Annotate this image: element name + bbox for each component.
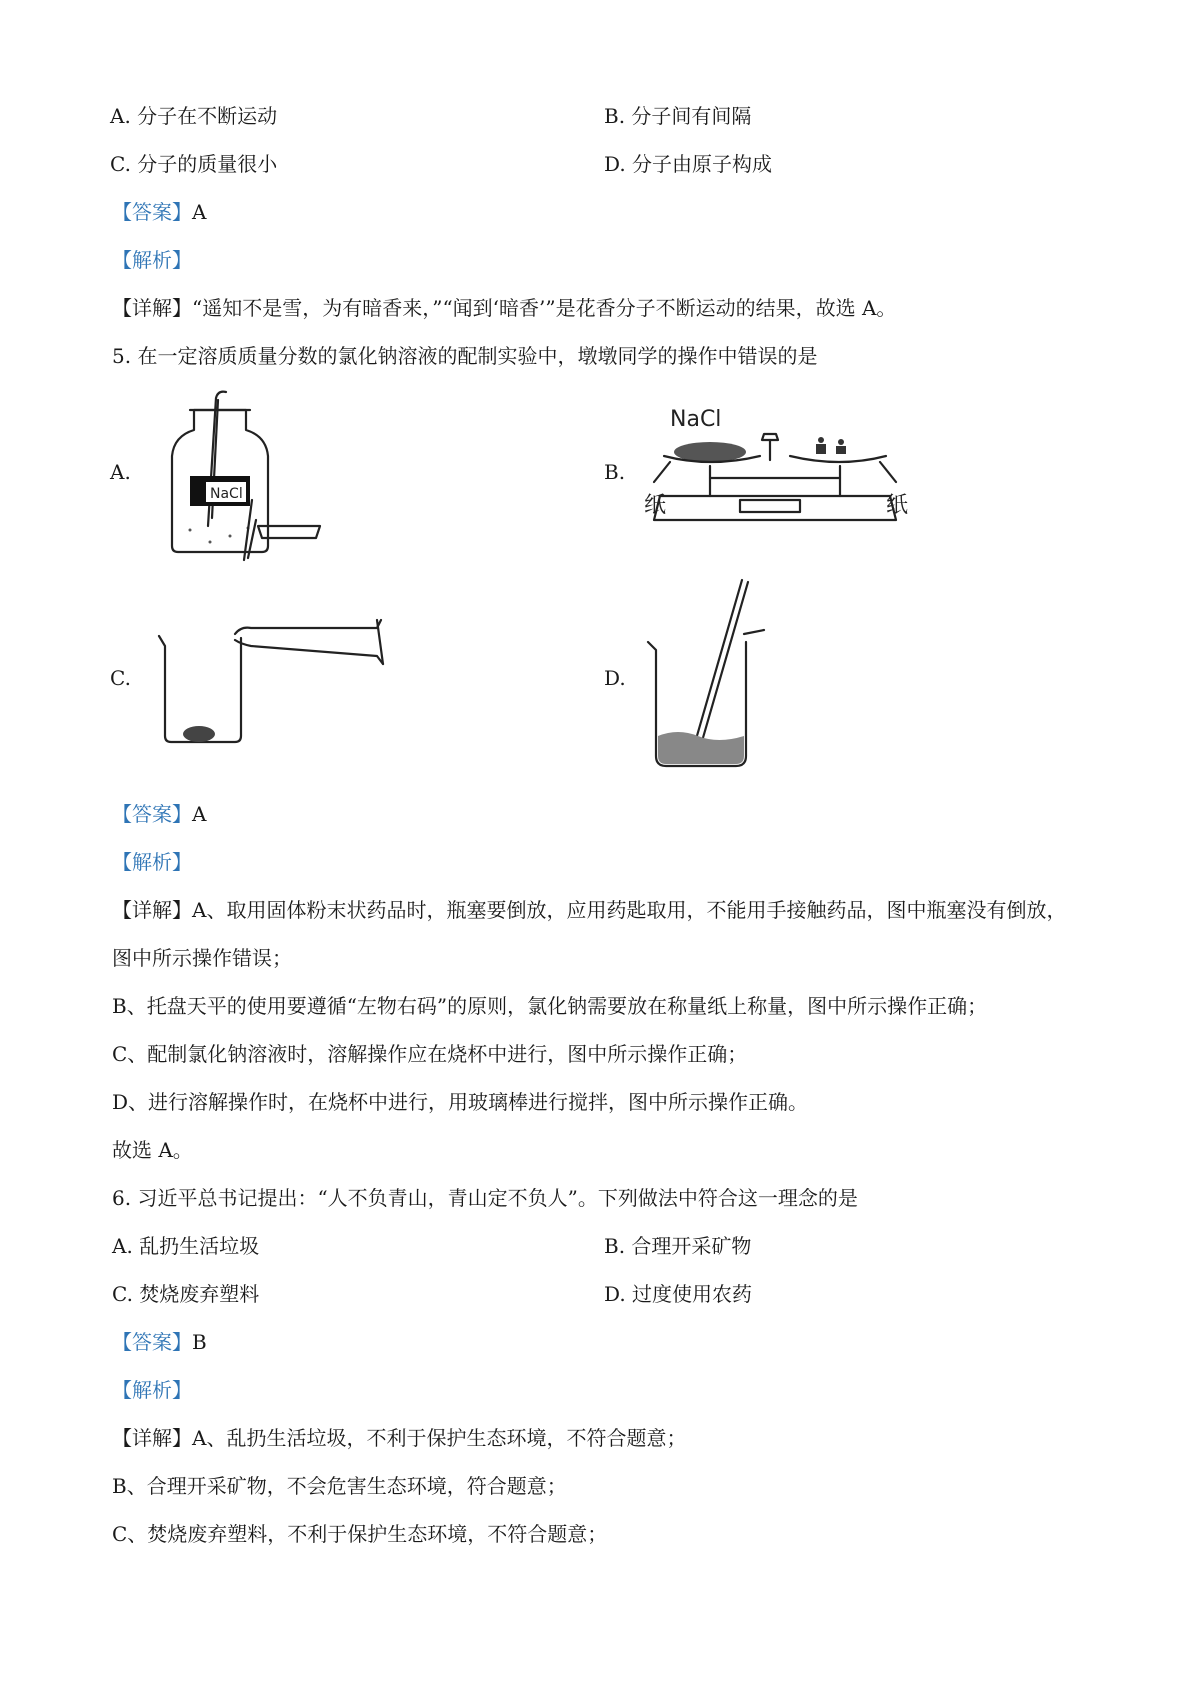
q5-detail-line: B、托盘天平的使用要遵循“左物右码”的原则，氯化钠需要放在称量纸上称量，图中所示操作正确； (112, 994, 988, 1018)
answer-tag: 【答案】 (112, 802, 192, 826)
q6-analysis-tag: 【解析】 (112, 1378, 192, 1402)
q6-option-a: A. 乱扔生活垃圾 (112, 1234, 260, 1258)
answer-value: A (192, 200, 207, 224)
q4-option-b: B. 分子间有间隔 (604, 104, 752, 128)
q4-option-c: C. 分子的质量很小 (110, 152, 278, 176)
answer-value: B (192, 1330, 207, 1354)
q5-detail-line: C、配制氯化钠溶液时，溶解操作应在烧杯中进行，图中所示操作正确； (112, 1042, 748, 1066)
balance-figure (644, 400, 910, 540)
q5-figure-label-c: C. (110, 666, 131, 690)
q6-answer (112, 1328, 207, 1356)
q5-stem: 5. 在一定溶质质量分数的氯化钠溶液的配制实验中，墩墩同学的操作中错误的是 (112, 344, 818, 368)
paper-label-right: 纸 (886, 493, 909, 518)
q6-detail-line: B、合理开采矿物，不会危害生态环境，符合题意； (112, 1474, 567, 1498)
q6-detail-line: C、焚烧废弃塑料，不利于保护生态环境，不符合题意； (112, 1522, 608, 1546)
q6-detail-line: 【详解】A、乱扔生活垃圾，不利于保护生态环境，不符合题意； (112, 1426, 687, 1450)
stirring-figure (648, 580, 788, 780)
answer-tag: 【答案】 (112, 200, 192, 224)
pouring-figure (155, 620, 395, 750)
q5-figure-label-a: A. (110, 460, 131, 484)
q5-detail-line: 图中所示操作错误； (112, 946, 292, 970)
balance-label: NaCl (670, 407, 722, 432)
q5-detail-line: D、进行溶解操作时，在烧杯中进行，用玻璃棒进行搅拌，图中所示操作正确。 (112, 1090, 809, 1114)
answer-tag: 【答案】 (112, 1330, 192, 1354)
q5-detail-line: 故选 A。 (112, 1138, 193, 1162)
q5-figure-label-b: B. (604, 460, 626, 484)
bottle-label: NaCl (210, 486, 243, 502)
q4-answer (112, 198, 206, 226)
q5-detail-line: 【详解】A、取用固体粉末状药品时，瓶塞要倒放，应用药匙取用，不能用手接触药品，图中瓶塞没有倒放， (112, 898, 1067, 922)
q4-option-a: A. 分子在不断运动 (110, 104, 278, 128)
q4-analysis-tag: 【解析】 (112, 248, 192, 272)
q4-option-d: D. 分子由原子构成 (604, 152, 773, 176)
reagent-bottle-figure (160, 390, 330, 560)
q6-stem: 6. 习近平总书记提出：“人不负青山，青山定不负人”。下列做法中符合这一理念的是 (112, 1186, 858, 1210)
q4-detail: 【详解】“遥知不是雪，为有暗香来，”“闻到‘暗香’”是花香分子不断运动的结果，故选 A。 (112, 296, 897, 320)
q6-option-c: C. 焚烧废弃塑料 (112, 1282, 260, 1306)
paper-label-left: 纸 (644, 493, 667, 518)
q5-figure-label-d: D. (604, 666, 626, 690)
q5-answer (112, 800, 206, 828)
q5-analysis-tag: 【解析】 (112, 850, 192, 874)
q6-option-b: B. 合理开采矿物 (604, 1234, 752, 1258)
q6-option-d: D. 过度使用农药 (604, 1282, 753, 1306)
answer-value: A (192, 802, 207, 826)
